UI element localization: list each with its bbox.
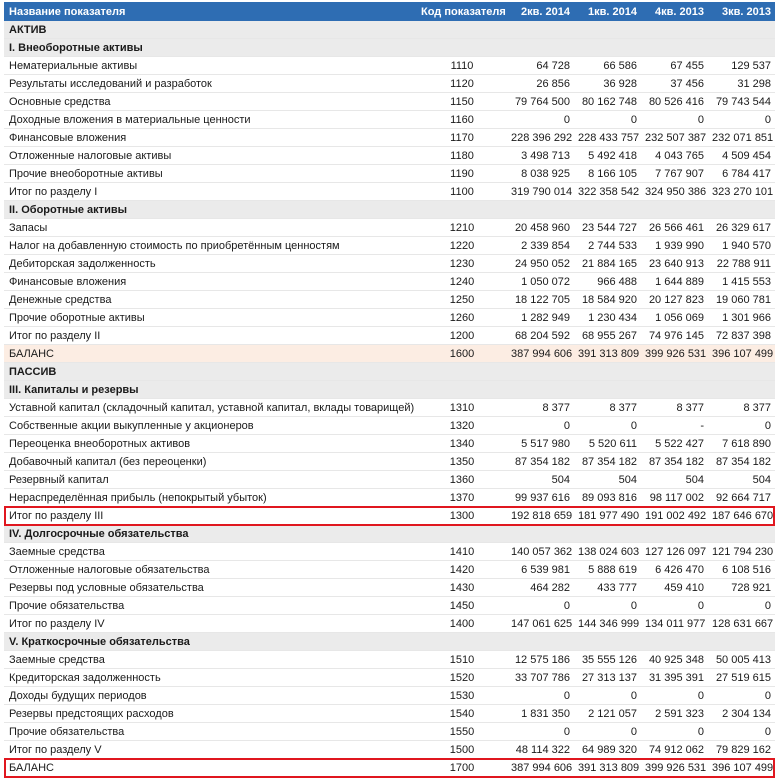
section-title: I. Внеоборотные активы [4, 39, 775, 57]
table-row [4, 561, 775, 579]
indicator-name: Запасы [4, 219, 417, 237]
indicator-code: 1340 [417, 435, 507, 453]
period-value: 433 777 [574, 579, 641, 597]
period-value: 387 994 606 [507, 345, 574, 363]
table-row [4, 489, 775, 507]
section-title: V. Краткосрочные обязательства [4, 633, 775, 651]
period-value: 0 [708, 417, 775, 435]
indicator-name: Прочие внеоборотные активы [4, 165, 417, 183]
period-value: 191 002 492 [641, 507, 708, 525]
section-title: III. Капиталы и резервы [4, 381, 775, 399]
table-row [4, 723, 775, 741]
period-value: 459 410 [641, 579, 708, 597]
period-value: 1 301 966 [708, 309, 775, 327]
indicator-name: Отложенные налоговые обязательства [4, 561, 417, 579]
period-value: 6 426 470 [641, 561, 708, 579]
section-header-row [4, 633, 775, 651]
section-header-row [4, 525, 775, 543]
indicator-name: Доходные вложения в материальные ценности [4, 111, 417, 129]
table-row [4, 165, 775, 183]
period-value: 5 522 427 [641, 435, 708, 453]
period-value: 66 586 [574, 57, 641, 75]
period-value: 8 166 105 [574, 165, 641, 183]
section-header-row [4, 201, 775, 219]
table-body [4, 21, 775, 777]
period-value: 4 043 765 [641, 147, 708, 165]
indicator-code: 1420 [417, 561, 507, 579]
period-value: 27 313 137 [574, 669, 641, 687]
table-row [4, 111, 775, 129]
period-value: 0 [641, 597, 708, 615]
indicator-code: 1220 [417, 237, 507, 255]
table-row [4, 345, 775, 363]
period-value: 2 304 134 [708, 705, 775, 723]
section-title: ПАССИВ [4, 363, 775, 381]
indicator-code: 1600 [417, 345, 507, 363]
period-value: 127 126 097 [641, 543, 708, 561]
period-value: 35 555 126 [574, 651, 641, 669]
indicator-code: 1320 [417, 417, 507, 435]
period-value: 1 282 949 [507, 309, 574, 327]
period-value: 26 856 [507, 75, 574, 93]
table-row [4, 129, 775, 147]
table-row [4, 183, 775, 201]
indicator-name: Собственные акции выкупленные у акционеров [4, 417, 417, 435]
period-value: 0 [574, 111, 641, 129]
period-value: 147 061 625 [507, 615, 574, 633]
indicator-code: 1160 [417, 111, 507, 129]
period-value: 504 [507, 471, 574, 489]
indicator-code: 1200 [417, 327, 507, 345]
indicator-code: 1450 [417, 597, 507, 615]
indicator-name: Уставной капитал (складочный капитал, уставной капитал, вклады товарищей) [4, 399, 417, 417]
table-row [4, 93, 775, 111]
period-value: 5 520 611 [574, 435, 641, 453]
indicator-name: Заемные средства [4, 651, 417, 669]
table-row [4, 705, 775, 723]
period-value: 1 230 434 [574, 309, 641, 327]
period-value: 1 644 889 [641, 273, 708, 291]
period-value: 79 829 162 [708, 741, 775, 759]
period-value: 144 346 999 [574, 615, 641, 633]
period-value: 129 537 [708, 57, 775, 75]
period-value: 1 050 072 [507, 273, 574, 291]
indicator-name: Итог по разделу V [4, 741, 417, 759]
period-value: 8 377 [641, 399, 708, 417]
indicator-name: Результаты исследований и разработок [4, 75, 417, 93]
period-value: 0 [507, 687, 574, 705]
period-value: 0 [507, 111, 574, 129]
indicator-code: 1210 [417, 219, 507, 237]
table-header-row [4, 2, 775, 21]
period-value: 728 921 [708, 579, 775, 597]
period-value: 98 117 002 [641, 489, 708, 507]
indicator-code: 1400 [417, 615, 507, 633]
period-value: 187 646 670 [708, 507, 775, 525]
period-value: 128 631 667 [708, 615, 775, 633]
indicator-code: 1260 [417, 309, 507, 327]
indicator-name: Налог на добавленную стоимость по приобретённым ценностям [4, 237, 417, 255]
table-row [4, 417, 775, 435]
indicator-code: 1300 [417, 507, 507, 525]
section-header-row [4, 21, 775, 39]
indicator-code: 1500 [417, 741, 507, 759]
period-value: 0 [708, 111, 775, 129]
indicator-code: 1370 [417, 489, 507, 507]
period-value: 8 038 925 [507, 165, 574, 183]
column-header-period-3[interactable]: 4кв. 2013 [641, 2, 708, 21]
period-value: 36 928 [574, 75, 641, 93]
period-value: - [641, 417, 708, 435]
period-value: 0 [641, 723, 708, 741]
period-value: 399 926 531 [641, 759, 708, 777]
indicator-code: 1550 [417, 723, 507, 741]
period-value: 0 [507, 597, 574, 615]
period-value: 48 114 322 [507, 741, 574, 759]
period-value: 68 955 267 [574, 327, 641, 345]
period-value: 232 507 387 [641, 129, 708, 147]
period-value: 87 354 182 [574, 453, 641, 471]
indicator-code: 1520 [417, 669, 507, 687]
table-row [4, 669, 775, 687]
period-value: 31 298 [708, 75, 775, 93]
period-value: 89 093 816 [574, 489, 641, 507]
period-value: 5 517 980 [507, 435, 574, 453]
period-value: 396 107 499 [708, 759, 775, 777]
indicator-code: 1240 [417, 273, 507, 291]
period-value: 99 937 616 [507, 489, 574, 507]
table-row [4, 687, 775, 705]
column-header-code[interactable]: Код показателя [417, 2, 507, 21]
period-value: 87 354 182 [641, 453, 708, 471]
indicator-code: 1310 [417, 399, 507, 417]
table-row [4, 219, 775, 237]
period-value: 8 377 [574, 399, 641, 417]
period-value: 79 764 500 [507, 93, 574, 111]
period-value: 0 [708, 597, 775, 615]
table-row-highlighted [4, 507, 775, 525]
period-value: 8 377 [708, 399, 775, 417]
period-value: 22 788 911 [708, 255, 775, 273]
indicator-code: 1100 [417, 183, 507, 201]
period-value: 464 282 [507, 579, 574, 597]
balance-sheet-table [4, 2, 775, 777]
period-value: 6 539 981 [507, 561, 574, 579]
indicator-name: Нематериальные активы [4, 57, 417, 75]
period-value: 21 884 165 [574, 255, 641, 273]
period-value: 1 939 990 [641, 237, 708, 255]
period-value: 0 [574, 723, 641, 741]
period-value: 23 640 913 [641, 255, 708, 273]
column-header-period-2[interactable]: 1кв. 2014 [574, 2, 641, 21]
period-value: 134 011 977 [641, 615, 708, 633]
period-value: 5 492 418 [574, 147, 641, 165]
indicator-code: 1510 [417, 651, 507, 669]
period-value: 121 794 230 [708, 543, 775, 561]
indicator-name: Резервный капитал [4, 471, 417, 489]
section-title: II. Оборотные активы [4, 201, 775, 219]
period-value: 4 509 454 [708, 147, 775, 165]
indicator-code: 1110 [417, 57, 507, 75]
period-value: 37 456 [641, 75, 708, 93]
table-row [4, 237, 775, 255]
period-value: 2 121 057 [574, 705, 641, 723]
indicator-name: Доходы будущих периодов [4, 687, 417, 705]
period-value: 26 566 461 [641, 219, 708, 237]
indicator-name: Отложенные налоговые активы [4, 147, 417, 165]
period-value: 0 [574, 687, 641, 705]
table-row [4, 291, 775, 309]
period-value: 391 313 809 [574, 759, 641, 777]
period-value: 27 519 615 [708, 669, 775, 687]
indicator-name: Переоценка внеоборотных активов [4, 435, 417, 453]
period-value: 228 433 757 [574, 129, 641, 147]
indicator-name: Дебиторская задолженность [4, 255, 417, 273]
period-value: 67 455 [641, 57, 708, 75]
indicator-name: БАЛАНС [4, 345, 417, 363]
table-row [4, 399, 775, 417]
indicator-name: Добавочный капитал (без переоценки) [4, 453, 417, 471]
indicator-code: 1430 [417, 579, 507, 597]
period-value: 68 204 592 [507, 327, 574, 345]
period-value: 12 575 186 [507, 651, 574, 669]
column-header-name[interactable]: Название показателя [4, 2, 417, 21]
indicator-name: Резервы под условные обязательства [4, 579, 417, 597]
period-value: 2 591 323 [641, 705, 708, 723]
indicator-code: 1350 [417, 453, 507, 471]
table-row [4, 147, 775, 165]
period-value: 7 618 890 [708, 435, 775, 453]
period-value: 33 707 786 [507, 669, 574, 687]
period-value: 1 415 553 [708, 273, 775, 291]
period-value: 8 377 [507, 399, 574, 417]
period-value: 396 107 499 [708, 345, 775, 363]
period-value: 6 108 516 [708, 561, 775, 579]
period-value: 24 950 052 [507, 255, 574, 273]
indicator-code: 1190 [417, 165, 507, 183]
period-value: 18 584 920 [574, 291, 641, 309]
table-row [4, 57, 775, 75]
indicator-name: Основные средства [4, 93, 417, 111]
period-value: 0 [507, 723, 574, 741]
period-value: 138 024 603 [574, 543, 641, 561]
period-value: 0 [641, 111, 708, 129]
indicator-code: 1360 [417, 471, 507, 489]
period-value: 181 977 490 [574, 507, 641, 525]
indicator-name: Прочие обязательства [4, 723, 417, 741]
table-row [4, 579, 775, 597]
period-value: 1 831 350 [507, 705, 574, 723]
period-value: 23 544 727 [574, 219, 641, 237]
indicator-name: Денежные средства [4, 291, 417, 309]
period-value: 319 790 014 [507, 183, 574, 201]
period-value: 64 728 [507, 57, 574, 75]
period-value: 1 056 069 [641, 309, 708, 327]
indicator-name: Итог по разделу III [4, 507, 417, 525]
period-value: 0 [708, 687, 775, 705]
indicator-code: 1150 [417, 93, 507, 111]
indicator-code: 1540 [417, 705, 507, 723]
period-value: 18 122 705 [507, 291, 574, 309]
period-value: 324 950 386 [641, 183, 708, 201]
indicator-name: Нераспределённая прибыль (непокрытый убыток) [4, 489, 417, 507]
table-row [4, 651, 775, 669]
period-value: 31 395 391 [641, 669, 708, 687]
period-value: 80 162 748 [574, 93, 641, 111]
period-value: 50 005 413 [708, 651, 775, 669]
period-value: 64 989 320 [574, 741, 641, 759]
indicator-name: Прочие обязательства [4, 597, 417, 615]
column-header-period-4[interactable]: 3кв. 2013 [708, 2, 775, 21]
period-value: 40 925 348 [641, 651, 708, 669]
indicator-name: Итог по разделу II [4, 327, 417, 345]
period-value: 2 744 533 [574, 237, 641, 255]
period-value: 20 458 960 [507, 219, 574, 237]
period-value: 322 358 542 [574, 183, 641, 201]
period-value: 504 [574, 471, 641, 489]
period-value: 79 743 544 [708, 93, 775, 111]
period-value: 72 837 398 [708, 327, 775, 345]
period-value: 87 354 182 [507, 453, 574, 471]
period-value: 6 784 417 [708, 165, 775, 183]
period-value: 87 354 182 [708, 453, 775, 471]
indicator-name: Прочие оборотные активы [4, 309, 417, 327]
indicator-code: 1120 [417, 75, 507, 93]
indicator-code: 1530 [417, 687, 507, 705]
period-value: 0 [574, 597, 641, 615]
table-row [4, 75, 775, 93]
table-row [4, 309, 775, 327]
period-value: 80 526 416 [641, 93, 708, 111]
table-row [4, 435, 775, 453]
period-value: 504 [708, 471, 775, 489]
table-row [4, 543, 775, 561]
section-title: АКТИВ [4, 21, 775, 39]
column-header-period-1[interactable]: 2кв. 2014 [507, 2, 574, 21]
period-value: 3 498 713 [507, 147, 574, 165]
period-value: 966 488 [574, 273, 641, 291]
period-value: 399 926 531 [641, 345, 708, 363]
indicator-code: 1230 [417, 255, 507, 273]
period-value: 387 994 606 [507, 759, 574, 777]
indicator-code: 1700 [417, 759, 507, 777]
section-header-row [4, 363, 775, 381]
period-value: 2 339 854 [507, 237, 574, 255]
indicator-code: 1410 [417, 543, 507, 561]
period-value: 0 [507, 417, 574, 435]
table-row-highlighted [4, 759, 775, 777]
table-row [4, 327, 775, 345]
table-row [4, 615, 775, 633]
indicator-name: Заемные средства [4, 543, 417, 561]
period-value: 0 [708, 723, 775, 741]
period-value: 391 313 809 [574, 345, 641, 363]
period-value: 1 940 570 [708, 237, 775, 255]
table-row [4, 471, 775, 489]
indicator-code: 1170 [417, 129, 507, 147]
period-value: 192 818 659 [507, 507, 574, 525]
indicator-name: Финансовые вложения [4, 273, 417, 291]
period-value: 74 912 062 [641, 741, 708, 759]
period-value: 19 060 781 [708, 291, 775, 309]
section-header-row [4, 39, 775, 57]
period-value: 323 270 101 [708, 183, 775, 201]
indicator-name: Финансовые вложения [4, 129, 417, 147]
period-value: 232 071 851 [708, 129, 775, 147]
period-value: 92 664 717 [708, 489, 775, 507]
indicator-name: Итог по разделу I [4, 183, 417, 201]
section-header-row [4, 381, 775, 399]
table-row [4, 273, 775, 291]
indicator-code: 1180 [417, 147, 507, 165]
period-value: 26 329 617 [708, 219, 775, 237]
period-value: 140 057 362 [507, 543, 574, 561]
indicator-name: Итог по разделу IV [4, 615, 417, 633]
period-value: 228 396 292 [507, 129, 574, 147]
indicator-name: Резервы предстоящих расходов [4, 705, 417, 723]
period-value: 74 976 145 [641, 327, 708, 345]
period-value: 0 [641, 687, 708, 705]
indicator-code: 1250 [417, 291, 507, 309]
table-row [4, 597, 775, 615]
table-row [4, 255, 775, 273]
period-value: 20 127 823 [641, 291, 708, 309]
period-value: 5 888 619 [574, 561, 641, 579]
indicator-name: БАЛАНС [4, 759, 417, 777]
table-row [4, 741, 775, 759]
indicator-name: Кредиторская задолженность [4, 669, 417, 687]
table-row [4, 453, 775, 471]
section-title: IV. Долгосрочные обязательства [4, 525, 775, 543]
period-value: 0 [574, 417, 641, 435]
period-value: 504 [641, 471, 708, 489]
period-value: 7 767 907 [641, 165, 708, 183]
